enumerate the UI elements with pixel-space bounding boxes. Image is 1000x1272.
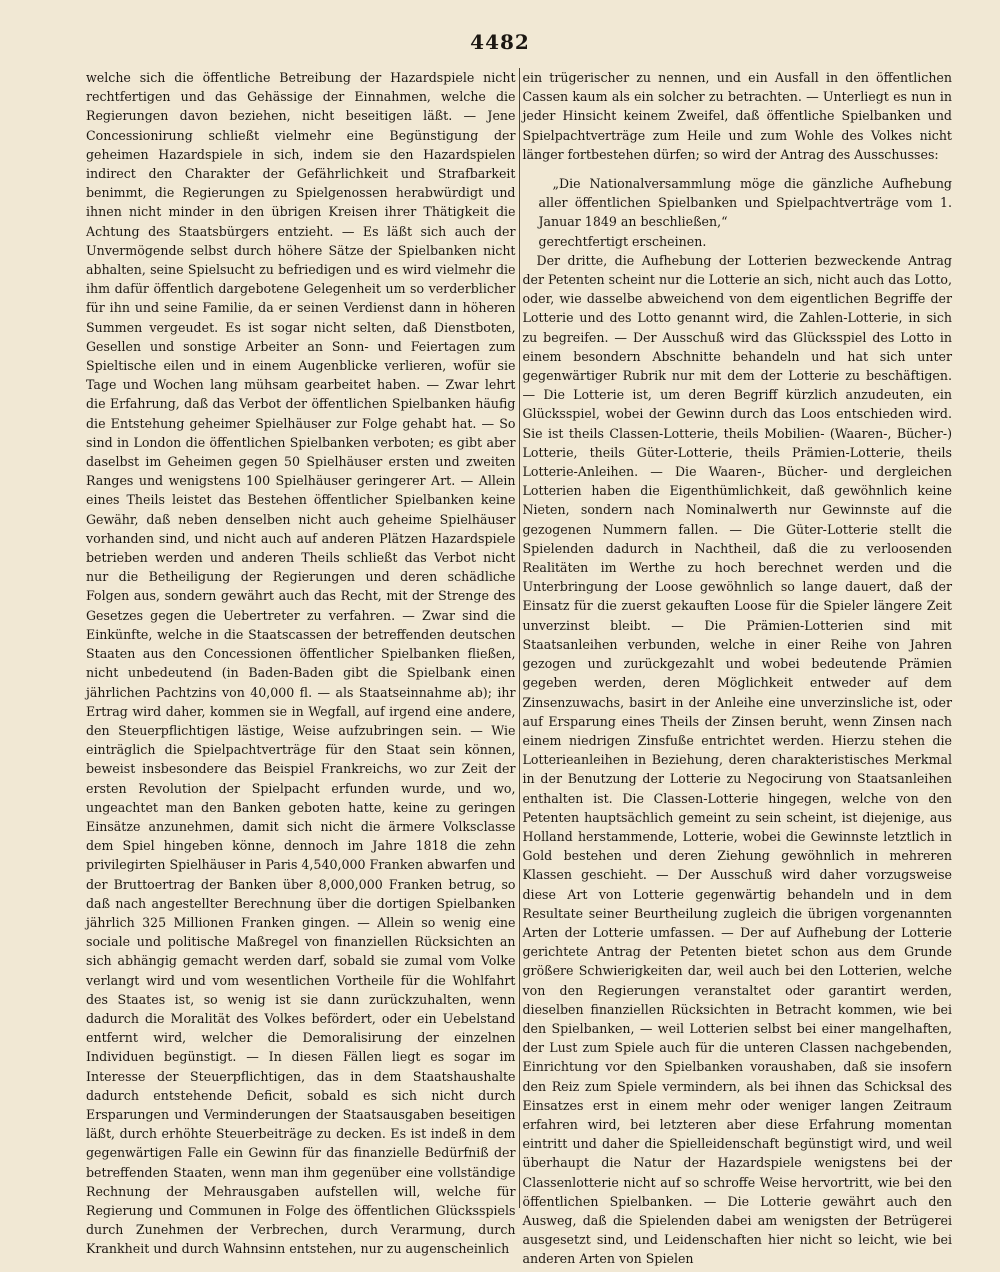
right-column — [522, 68, 953, 1267]
text-columns — [86, 68, 952, 1267]
left-column-text: welche sich die öffentliche Betreibung der Hazardspiele nicht rechtfertigen und das Gehässige der Einnahmen, welche die Regierungen davon beziehen, nicht beseitigen läßt. — Jene Concessionirung schließt vielmehr eine Begünstigung der geheimen Hazardspiele in sich, indem sie den Hazardspielen indirect den Charakter der Gefährlichkeit und Strafbarkeit benimmt, die Regierungen zu Spielgenossen herabwürdigt und ihnen nicht minder in den übrigen Kreisen ihrer Thätigkeit die Achtung des Staatsbürgers entzieht. — Es läßt sich auch der Unvermögende selbst durch höhere Sätze der Spielbanken nicht abhalten, seine Spielsucht zu befriedigen und es wird vielmehr die ihm dafür öffentlich dargebotene Gelegenheit um so verderblicher für ihn und seine Familie, da er seinen Verdienst dann in höheren Summen vergeudet. Es ist sogar nicht selten, daß Dienstboten, Gesellen und sonstige Arbeiter an Sonn- und Feiertagen zum Spieltische eilen und in einem Augenblicke verlieren, wofür sie Tage und Wochen lang mühsam gearbeitet haben. — Zwar lehrt die Erfahrung, daß das Verbot der öffentlichen Spielbanken häufig die Entstehung geheimer Spielhäuser zur Folge gehabt hat. — So sind in London die öffentlichen Spielbanken verboten; es gibt aber daselbst im Geheimen gegen 50 Spielhäuser ersten und zweiten Ranges und wenigstens 100 Spielhäuser geringerer Art. — Allein eines Theils leistet das Bestehen öffentlicher Spielbanken keine Gewähr, daß neben denselben nicht auch geheime Spielhäuser vorhanden sind, und nicht auch auf anderen Plätzen Hazardspiele betrieben werden und anderen Theils schließt das Verbot nicht nur die Betheiligung der Regierungen und deren schädliche Folgen aus, sondern gewährt auch das Recht, mit der Strenge des Gesetzes gegen die Uebertreter zu verfahren. — Zwar sind die Einkünfte, welche in die Staatscassen der betreffenden deutschen Staaten aus den Concessionen öffentlicher Spielbanken fließen, nicht unbedeutend (in Baden-Baden gibt die Spielbank einen jährlichen Pachtzins von 40,000 fl. — als Staatseinnahme ab); ihr Ertrag wird daher, kommen sie in Wegfall, auf irgend eine andere, den Steuerpflichtigen lästige, Weise aufzubringen sein. — Wie einträglich die Spielpachtverträge für den Staat sein können, beweist insbesondere das Beispiel Frankreichs, wo zur Zeit der ersten Revolution der Spielpacht erfunden wurde, und wo, ungeachtet man den Banken geboten hatte, keine zu geringen Einsätze anzunehmen, damit sich nicht die ärmere Volksclasse dem Spiel hingeben könne, dennoch im Jahre 1818 die zehn privilegirten Spielhäuser in Paris 4,540,000 Franken abwarfen und der Bruttoertrag der Banken über 8,000,000 Franken betrug, so daß nach angestellter Berechnung über die dortigen Spielbanken jährlich 325 Millionen Franken gingen. — Allein so wenig eine sociale und politische Maßregel von finanziellen Rücksichten an sich abhängig gemacht werden darf, sobald sie zumal vom Volke verlangt wird und vom wesentlichen Vortheile für die Wohlfahrt des Staates ist, so wenig ist sie dann zurückzuhalten, wenn dadurch die Moralität des Volkes befördert, oder ein Uebelstand entfernt wird, welcher die Demoralisirung der einzelnen Individuen begünstigt. — In diesen Fällen liegt es sogar im Interesse der Steuerpflichtigen, das in dem Staatshaushalte dadurch entstehende Deficit, sobald es sich nicht durch Ersparungen und Verminderungen der Staatsausgaben beseitigen läßt, durch erhöhte Steuerbeiträge zu decken. Es ist indeß in dem gegenwärtigen Falle ein Gewinn für das finanzielle Bedürfniß der betreffenden Staaten, wenn man ihm gegenüber eine vollständige Rechnung der Mehrausgaben aufstellen will, welche für Regierung und Communen in Folge des öffentlichen Glücksspiels durch Zunehmen der Verbrechen, durch Verarmung, durch Krankheit und durch Wahnsinn entstehen, nur zu augenscheinlich — [86, 70, 516, 1257]
motion-quote-end: gerechtfertigt erscheinen. — [538, 233, 707, 249]
motion-quote: „Die Nationalversammlung möge die gänzliche Aufhebung aller öffentlichen Spielbanken und Spielpachtverträge vom 1. Januar 1849 an beschließen,“ — [538, 176, 952, 230]
right-column-intro: ein trügerischer zu nennen, und ein Ausfall in den öffentlichen Cassen kaum als ein solcher zu betrachten. — Unterliegt es nun in jeder Hinsicht keinem Zweifel, daß öffentliche Spielbanken und Spielpachtverträge zum Heile und zum Wohle des Volkes nicht länger fortbestehen dürfen; so wird der Antrag des Ausschusses: — [522, 70, 952, 162]
page-number: 4482 — [470, 30, 530, 54]
right-column-body: Der dritte, die Aufhebung der Lotterien bezweckende Antrag der Petenten scheint nur die Lotterie an sich, nicht auch das Lotto, oder, wie dasselbe abweichend von dem eigentlichen Begriffe der Lotterie und des Lotto genannt wird, die Zahlen-Lotterie, in sich zu begreifen. — Der Ausschuß wird das Glücksspiel des Lotto in einem besondern Abschnitte behandeln und hat sich unter gegenwärtiger Rubrik nur mit dem der Lotterie zu beschäftigen. — Die Lotterie ist, um deren Begriff kürzlich anzudeuten, ein Glücksspiel, wobei der Gewinn durch das Loos entschieden wird. Sie ist theils Classen-Lotterie, theils Mobilien- (Waaren-, Bücher-) Lotterie, theils Güter-Lotterie, theils Prämien-Lotterie, theils Lotterie-Anleihen. — Die Waaren-, Bücher- und dergleichen Lotterien haben die Eigenthümlichkeit, daß gewöhnlich keine Nieten, sondern nach Nominalwerth nur Gewinnste auf die gezogenen Nummern fallen. — Die Güter-Lotterie stellt die Spielenden dadurch in Nachtheil, daß die zu verloosenden Realitäten im Werthe zu hoch berechnet werden und die Unterbringung der Loose gewöhnlich so lange dauert, daß der Einsatz für die zuerst gekauften Loose für die Spieler längere Zeit unverzinst bleibt. — Die Prämien-Lotterien sind mit Staatsanleihen verbunden, welche in einer Reihe von Jahren gezogen und zurückgezahlt und wobei bedeutende Prämien gegeben werden, deren Möglichkeit entweder auf dem Zinsenzuwachs, basirt in der Anleihe eine unverzinsliche ist, oder auf Ersparung eines Theils der Zinsen beruht, wenn Zinsen nach einem niedrigen Zinsfuße entrichtet werden. Hierzu stehen die Lotterieanleihen in Beziehung, deren charakteristisches Merkmal in der Benutzung der Lotterie zu Negocirung von Staatsanleihen enthalten ist. Die Classen-Lotterie hingegen, welche von den Petenten hauptsächlich gemeint zu sein scheint, ist diejenige, aus Holland herstammende, Lotterie, wobei die Gewinnste letztlich in Gold bestehen und deren Ziehung gewöhnlich in mehreren Klassen geschieht. — Der Ausschuß wird daher vorzugsweise diese Art von Lotterie gegenwärtig behandeln und in dem Resultate seiner Beurtheilung zugleich die übrigen vorgenannten Arten der Lotterie umfassen. — Der auf Aufhebung der Lotterie gerichtete Antrag der Petenten bietet schon aus dem Grunde größere Schwierigkeiten dar, weil auch bei den Lotterien, welche von den Regierungen veranstaltet oder garantirt werden, dieselben finanziellen Rücksichten in Betracht kommen, wie bei den Spielbanken, — weil Lotterien selbst bei einer mangelhaften, der Lust zum Spiele auch für die unteren Classen nachgebenden, Einrichtung vor den Spielbanken voraushaben, daß sie insofern den Reiz zum Spiele vermindern, als bei ihnen das Schicksal des Einsatzes erst in einem mehr oder weniger langen Zeitraum erfahren wird, bei letzteren aber diese Erfahrung momentan eintritt und daher die Spielleidenschaft begünstigt wird, und weil überhaupt die Natur der Hazardspiele wenigstens bei der Classenlotterie nicht auf so schroffe Weise hervortritt, wie bei den öffentlichen Spielbanken. — Die Lotterie gewährt auch den Ausweg, daß die Spielenden dabei am wenigsten der Betrügerei ausgesetzt sind, und Leidenschaften hier nicht so leicht, wie bei anderen Arten von Spielen — [522, 252, 952, 1267]
left-column — [86, 68, 516, 1257]
column-divider — [519, 68, 520, 1208]
